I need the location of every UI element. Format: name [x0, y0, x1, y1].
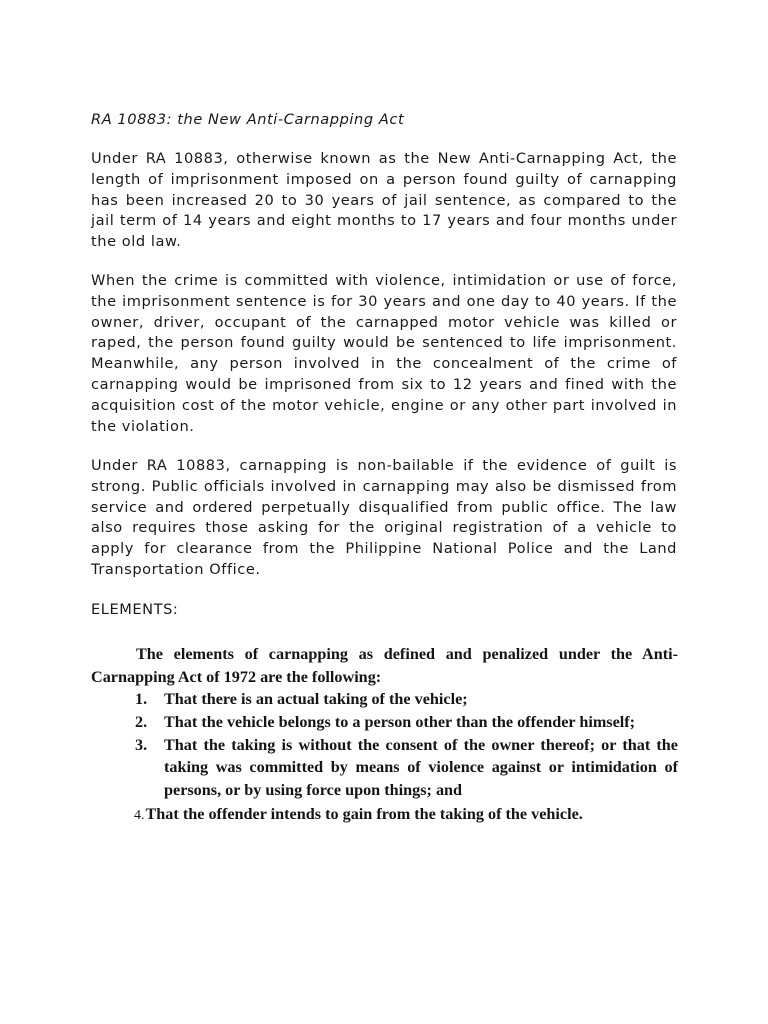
document-title: RA 10883: the New Anti-Carnapping Act	[91, 111, 405, 128]
elements-intro: The elements of carnapping as defined and penalized under the Anti-Carnapping Act of 1972 are the following:	[91, 645, 678, 686]
list-item-last	[134, 803, 583, 828]
list-item	[91, 688, 678, 711]
list-item	[91, 734, 678, 802]
list-item-number: 2.	[135, 712, 148, 731]
list-item	[91, 711, 678, 734]
list-item-text: That there is an actual taking of the vehicle;	[164, 690, 468, 708]
list-item-text: That the vehicle belongs to a person other than the offender himself;	[164, 712, 636, 731]
paragraph-bail: Under RA 10883, carnapping is non-bailable if the evidence of guilt is strong. Public officials involved in carnapping may also be dismissed from service and ordered perpetually disqualified from public office. The law also requires those asking for the original registration of a vehicle to apply for clearance from the Philippine National Police and the Land Transportation Office.	[91, 457, 677, 578]
elements-heading: ELEMENTS:	[91, 601, 179, 618]
elements-list	[91, 688, 678, 802]
paragraph-violence: When the crime is committed with violence, intimidation or use of force, the imprisonment sentence is for 30 years and one day to 40 years. If the owner, driver, occupant of the carnapped motor vehicle was killed or raped, the person found guilty would be sentenced to life imprisonment. Meanwhile, any person involved in the concealment of the crime of carnapping would be imprisoned from six to 12 years and fined with the acquisition cost of the motor vehicle, engine or any other part involved in the violation.	[91, 272, 677, 435]
list-item-text: That the offender intends to gain from the taking of the vehicle.	[145, 805, 583, 823]
list-item-number: 4.	[134, 808, 145, 823]
list-item-number: 3.	[135, 735, 148, 754]
list-item-text: That the taking is without the consent of the owner thereof; or that the taking was committed by means of violence against or intimidation of persons, or by using force upon things; and	[164, 735, 678, 800]
list-item-number: 1.	[135, 690, 148, 708]
paragraph-penalties: Under RA 10883, otherwise known as the New Anti-Carnapping Act, the length of imprisonment imposed on a person found guilty of carnapping has been increased 20 to 30 years of jail sentence, as compared to the jail term of 14 years and eight months to 17 years and four months under the old law.	[91, 150, 677, 251]
